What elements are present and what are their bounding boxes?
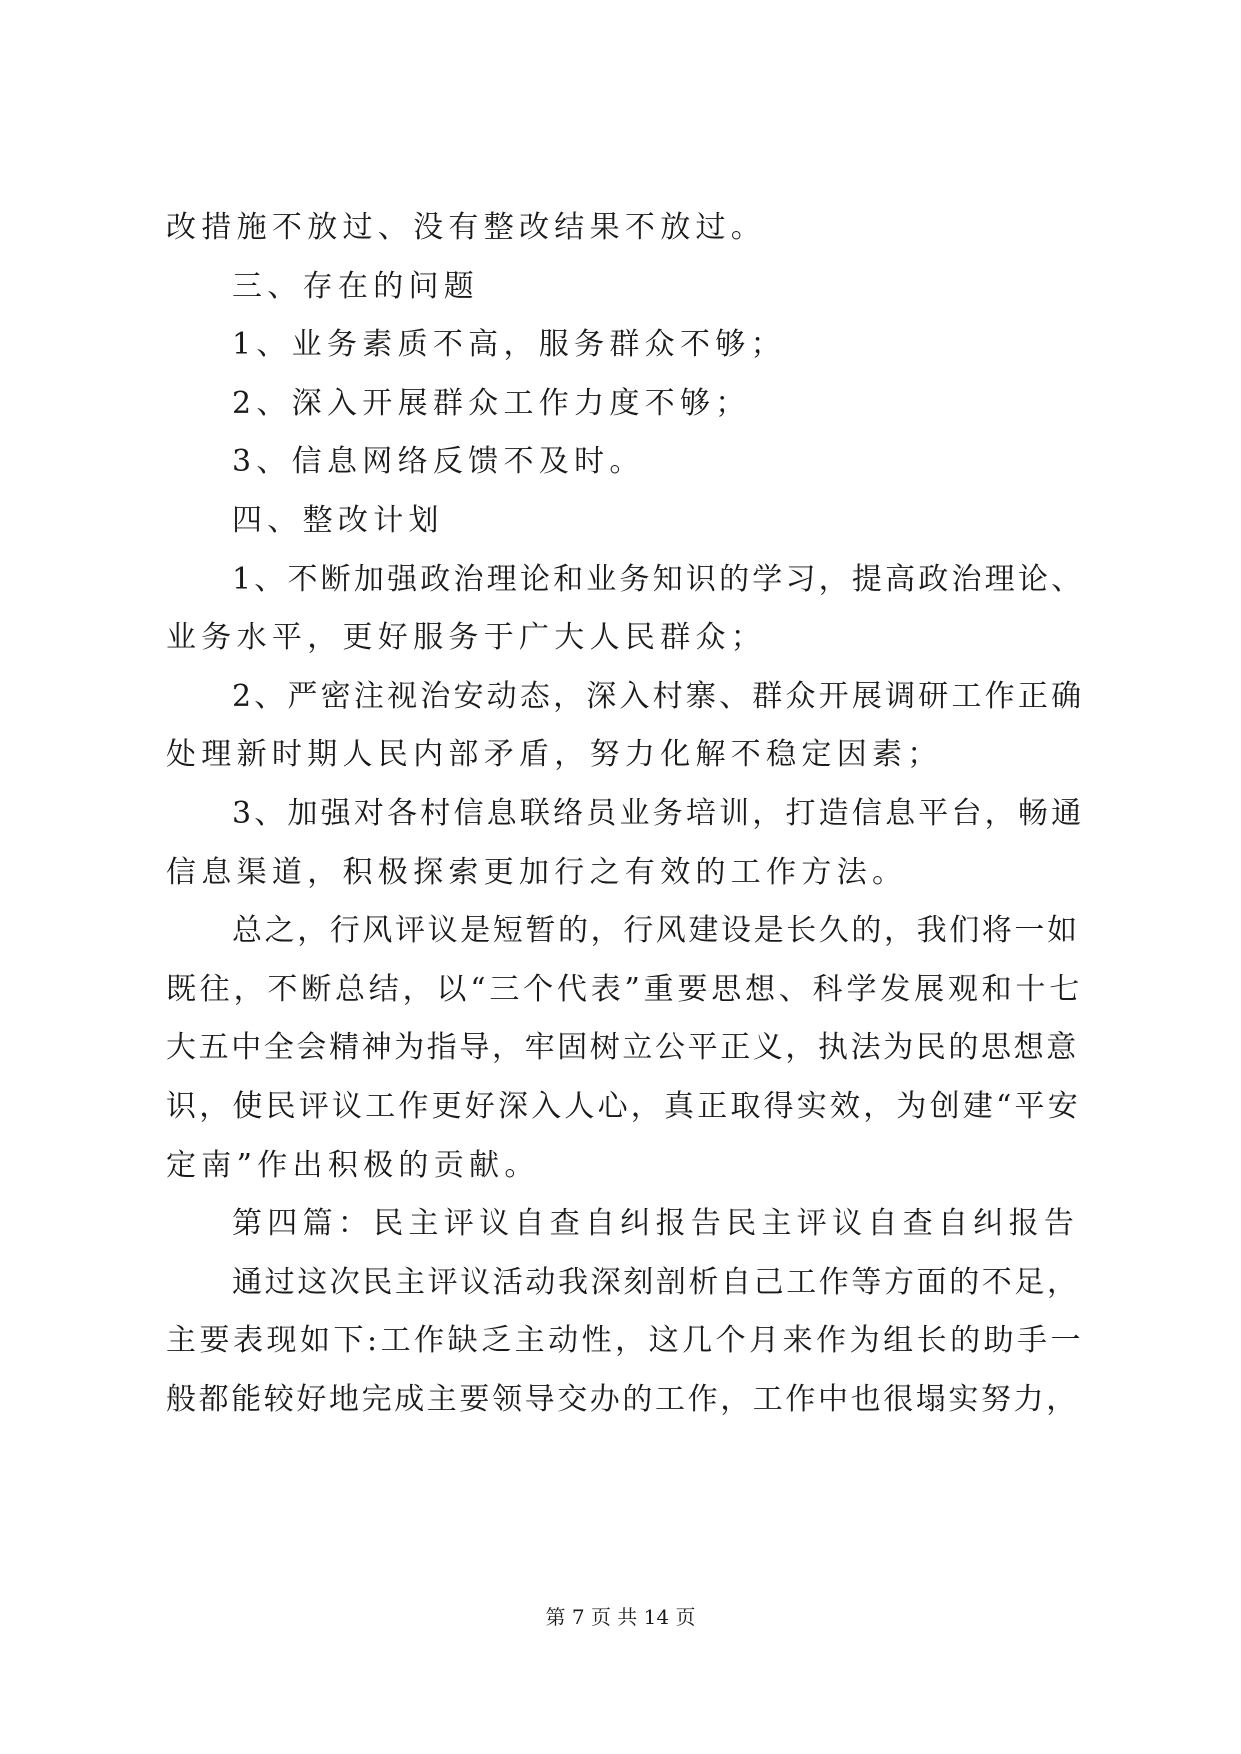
section-heading: 四、整改计划 (232, 502, 444, 538)
list-item: 1、不断加强政治理论和业务知识的学习，提高政治理论、 (232, 561, 1085, 597)
list-item: 2、深入开展群众工作力度不够； (232, 385, 751, 421)
paragraph-line: 般都能较好地完成主要领导交办的工作，工作中也很塌实努力， (166, 1381, 1079, 1417)
document-body (166, 199, 1086, 1429)
text-line: 信息渠道，积极探索更加行之有效的工作方法。 (166, 854, 908, 890)
chapter-heading: 第四篇：民主评议自查自纠报告民主评议自查自纠报告 (232, 1206, 1080, 1242)
paragraph-line: 大五中全会精神为指导，牢固树立公平正义，执法为民的思想意 (166, 1030, 1079, 1066)
page-number-footer: 第 7 页 共 14 页 (545, 1605, 696, 1629)
paragraph-line: 识，使民评议工作更好深入人心，真正取得实效，为创建“平安 (166, 1088, 1081, 1124)
paragraph-line: 通过这次民主评议活动我深刻剖析自己工作等方面的不足， (232, 1264, 1080, 1300)
list-item: 2、严密注视治安动态，深入村寨、群众开展调研工作正确 (232, 678, 1085, 714)
text-line: 处理新时期人民内部矛盾，努力化解不稳定因素； (166, 737, 943, 773)
paragraph-line: 总之，行风评议是短暂的，行风建设是长久的，我们将一如 (232, 913, 1080, 949)
paragraph-line: 主要表现如下:工作缺乏主动性，这几个月来作为组长的助手一 (166, 1323, 1085, 1359)
paragraph-line: 既往，不断总结，以“三个代表”重要思想、科学发展观和十七 (166, 971, 1084, 1007)
text-line: 改措施不放过、没有整改结果不放过。 (166, 210, 767, 245)
list-item: 1、业务素质不高，服务群众不够； (232, 327, 786, 363)
text-line: 业务水平，更好服务于广大人民群众； (166, 620, 767, 656)
list-item: 3、信息网络反馈不及时。 (232, 444, 645, 480)
list-item: 3、加强对各村信息联络员业务培训，打造信息平台，畅通 (232, 795, 1085, 831)
section-heading: 三、存在的问题 (232, 268, 480, 304)
paragraph-line: 定南”作出积极的贡献。 (166, 1147, 540, 1183)
